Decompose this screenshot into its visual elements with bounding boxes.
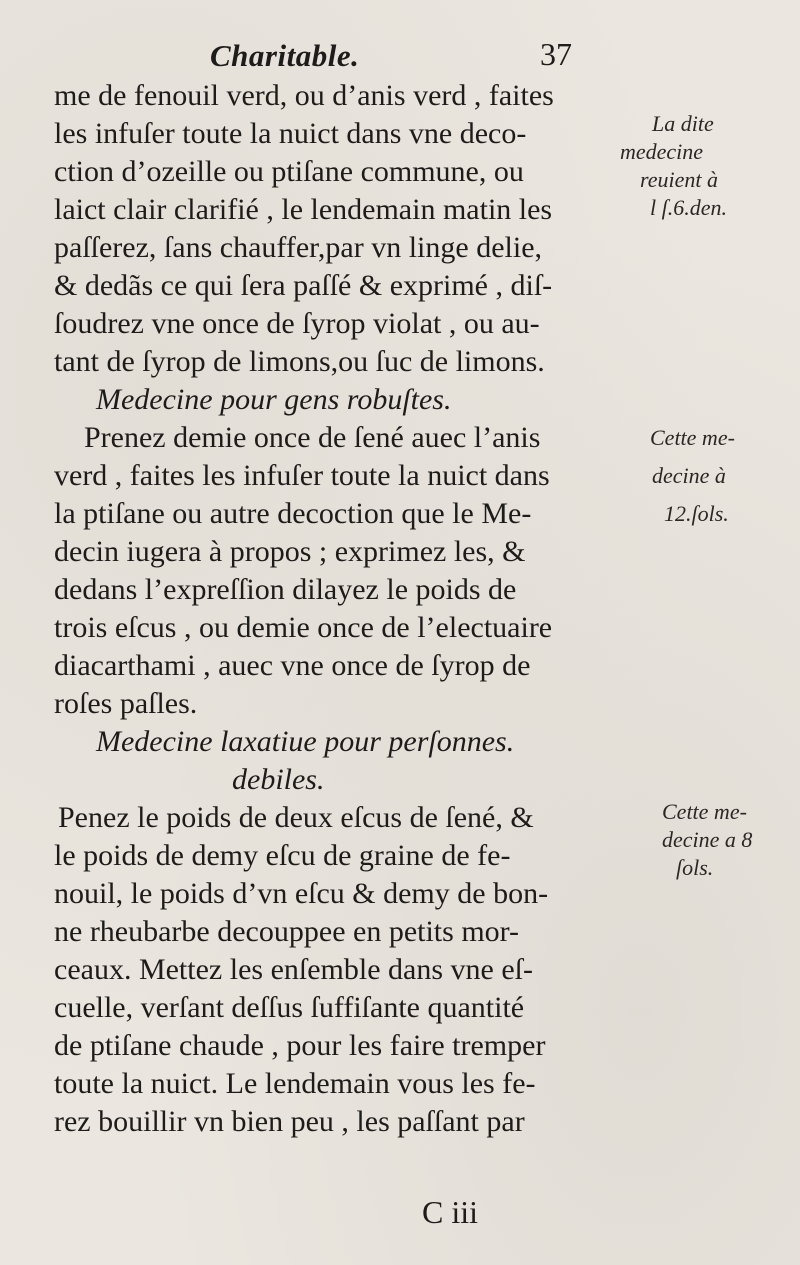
- text-line: verd , faites les infuſer toute la nuict dans: [54, 459, 550, 492]
- text-line: decin iugera à propos ; exprimez les, &: [54, 535, 526, 568]
- text-line: me de fenouil verd, ou d’anis verd , faites: [54, 79, 554, 112]
- text-line: ſoudrez vne once de ſyrop violat , ou au-: [54, 307, 540, 340]
- margin-note-line: l ſ.6.den.: [650, 195, 727, 220]
- section-heading: Medecine pour gens robuſtes.: [96, 383, 452, 416]
- text-line: dedans l’expreſſion dilayez le poids de: [54, 573, 517, 606]
- margin-note-line: decine à: [652, 463, 726, 488]
- text-line: ction d’ozeille ou ptiſane commune, ou: [54, 155, 524, 188]
- text-line: tant de ſyrop de limons,ou ſuc de limons.: [54, 345, 545, 378]
- margin-note-line: decine a 8: [662, 827, 753, 852]
- text-line: ceaux. Mettez les enſemble dans vne eſ-: [54, 953, 533, 986]
- running-title: Charitable.: [210, 38, 360, 73]
- margin-note-line: Cette me-: [650, 425, 735, 450]
- text-line: toute la nuict. Le lendemain vous les fe-: [54, 1067, 536, 1100]
- text-line: la ptiſane ou autre decoction que le Me-: [54, 497, 532, 530]
- text-line: ne rheubarbe decouppee en petits mor-: [54, 915, 520, 948]
- text-line: Penez le poids de deux eſcus de ſené, &: [58, 801, 534, 834]
- margin-note-line: medecine: [620, 139, 704, 164]
- text-line: paſſerez, ſans chauffer,par vn linge delie,: [54, 231, 543, 264]
- text-line: Prenez demie once de ſené auec l’anis: [84, 421, 541, 454]
- section-heading-continued: debiles.: [232, 763, 325, 796]
- page-number: 37: [540, 36, 572, 72]
- text-line: cuelle, verſant deſſus ſuffiſante quantité: [54, 991, 525, 1024]
- signature-mark: C iii: [422, 1194, 479, 1230]
- margin-note-line: 12.ſols.: [664, 501, 729, 526]
- margin-note-line: La dite: [652, 111, 714, 136]
- section-heading: Medecine laxatiue pour perſonnes.: [96, 725, 515, 758]
- text-line: rez bouillir vn bien peu , les paſſant par: [54, 1105, 525, 1138]
- text-line: le poids de demy eſcu de graine de fe-: [54, 839, 511, 872]
- text-line: diacarthami , auec vne once de ſyrop de: [54, 649, 531, 682]
- text-line: les infuſer toute la nuict dans vne deco-: [54, 117, 527, 150]
- text-line: nouil, le poids d’vn eſcu & demy de bon-: [54, 877, 549, 910]
- text-line: laict clair clarifié , le lendemain matin les: [54, 193, 553, 226]
- margin-note-line: Cette me-: [662, 799, 747, 824]
- text-line: de ptiſane chaude , pour les faire tremper: [54, 1029, 546, 1062]
- text-line: & dedãs ce qui ſera paſſé & exprimé , diſ-: [54, 269, 553, 302]
- text-line: roſes paſles.: [54, 687, 198, 720]
- margin-note-line: ſols.: [676, 855, 714, 880]
- margin-note-line: reuient à: [640, 167, 718, 192]
- text-line: trois eſcus , ou demie once de l’electuaire: [54, 611, 553, 644]
